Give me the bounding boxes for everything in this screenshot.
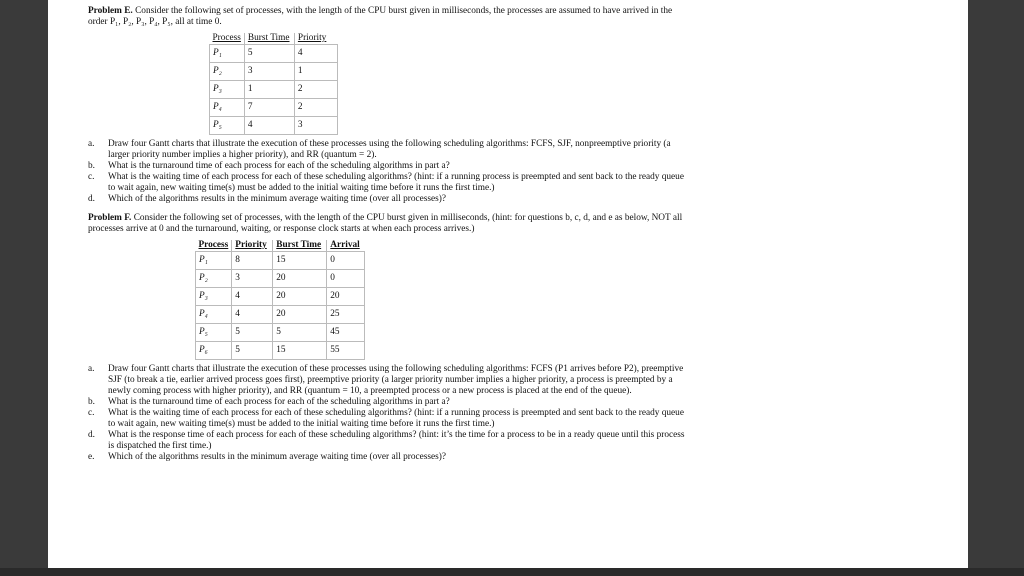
header-process: Process [198,240,229,250]
question-item [88,172,688,194]
arrival-cell: 0 [327,270,365,288]
burst-cell: 5 [244,45,294,63]
burst-cell: 5 [273,324,327,342]
arrival-cell: 0 [327,252,365,270]
table-row [210,81,338,99]
problem-e-questions [88,139,688,205]
header-arrival: Arrival [327,240,365,252]
priority-cell: 5 [232,324,273,342]
question-label: b. [88,397,95,407]
priority-cell: 1 [294,63,337,81]
question-text: What is the waiting time of each process for each of these scheduling algorithms? (hint: if a running process is preempted and sent back to the ready queue to wait again, new waiting time(s) must be added to the initial waiting time before it runs the first time.) [108,172,684,193]
priority-cell: 2 [294,81,337,99]
problem-e-intro-text: Consider the following set of processes, with the length of the CPU burst given in milliseconds, the processes are assumed to have arrived in the order P₁, P₂, P₃, P₄, P₅, all at time 0. [88,6,673,27]
burst-cell: 20 [273,270,327,288]
process-cell: P₃ [213,84,222,94]
question-label: d. [88,194,95,204]
priority-cell: 4 [232,306,273,324]
process-cell: P₄ [199,309,208,319]
problem-e-intro [88,6,688,28]
question-item [88,139,688,161]
table-row [196,342,365,360]
priority-cell: 4 [232,288,273,306]
header-burst-time: Burst Time [273,240,327,252]
viewer-bottom-bar [0,568,1024,576]
header-priority: Priority [232,240,273,252]
question-text: What is the turnaround time of each process for each of the scheduling algorithms in part a? [108,397,450,407]
question-item [88,408,688,430]
table-row [196,270,365,288]
question-text: Which of the algorithms results in the minimum average waiting time (over all processes)? [108,452,446,462]
table-row [210,45,338,63]
question-label: c. [88,408,95,418]
header-burst-time: Burst Time [244,33,294,45]
burst-cell: 20 [273,288,327,306]
burst-cell: 3 [244,63,294,81]
table-header-row [210,33,338,45]
header-priority: Priority [294,33,337,45]
process-cell: P₆ [199,345,208,355]
question-label: d. [88,430,95,440]
priority-cell: 5 [232,342,273,360]
problem-e-title: Problem E. [88,6,133,16]
arrival-cell: 20 [327,288,365,306]
problem-f-table [195,240,365,360]
process-cell: P₁ [199,255,208,265]
table-row [196,306,365,324]
arrival-cell: 55 [327,342,365,360]
question-text: Which of the algorithms results in the minimum average waiting time (over all processes)? [108,194,446,204]
priority-cell: 3 [294,117,337,135]
problem-e-table [209,33,338,135]
table-row [196,252,365,270]
header-process: Process [212,33,241,43]
question-text: Draw four Gantt charts that illustrate the execution of these processes using the following scheduling algorithms: FCFS (P1 arrives before P2), preemptive SJF (to break a tie, earlier arrived process goes first), preemptive priority (a larger priority number implies a higher priority, a process is preempted by a newly coming process with higher priority), and RR (quantum = 10, a preempted process or a new process is placed at the end of the queue). [108,364,684,396]
burst-cell: 15 [273,252,327,270]
arrival-cell: 45 [327,324,365,342]
document-page [48,0,968,568]
question-label: c. [88,172,95,182]
burst-cell: 1 [244,81,294,99]
question-label: e. [88,452,95,462]
question-item [88,430,688,452]
problem-f-questions [88,364,688,463]
process-cell: P₂ [213,66,222,76]
question-text: What is the turnaround time of each process for each of the scheduling algorithms in part a? [108,161,450,171]
process-cell: P₃ [199,291,208,301]
question-item [88,161,688,172]
table-header-row [196,240,365,252]
process-cell: P₅ [213,120,222,130]
process-cell: P₂ [199,273,208,283]
question-text: What is the waiting time of each process for each of these scheduling algorithms? (hint: if a running process is preempted and sent back to the ready queue to wait again, new waiting time(s) must be added to the initial waiting time before it runs the first time.) [108,408,684,429]
priority-cell: 4 [294,45,337,63]
arrival-cell: 25 [327,306,365,324]
problem-f-title: Problem F. [88,213,132,223]
process-cell: P₁ [213,48,222,58]
process-cell: P₅ [199,327,208,337]
priority-cell: 3 [232,270,273,288]
process-cell: P₄ [213,102,222,112]
table-row [210,117,338,135]
question-item [88,364,688,397]
problem-f-intro [88,213,688,235]
table-row [210,63,338,81]
question-item [88,452,688,463]
question-item [88,194,688,205]
burst-cell: 15 [273,342,327,360]
table-row [196,324,365,342]
table-row [210,99,338,117]
table-row [196,288,365,306]
problem-f-intro-text: Consider the following set of processes, with the length of the CPU burst given in milliseconds, (hint: for questions b, c, d, and e as below, NOT all processes arrive at 0 and the turnaround, waiting, or response clock starts at when each process arrives.) [88,213,683,234]
question-text: Draw four Gantt charts that illustrate the execution of these processes using the following scheduling algorithms: FCFS, SJF, nonpreemptive priority (a larger priority number implies a higher priority), and RR (quantum = 2). [108,139,671,160]
question-label: a. [88,139,95,149]
burst-cell: 4 [244,117,294,135]
burst-cell: 20 [273,306,327,324]
question-text: What is the response time of each process for each of these scheduling algorithms? (hint: it’s the time for a process to be in a ready queue until this process is dispatched the first time.) [108,430,685,451]
burst-cell: 7 [244,99,294,117]
question-label: b. [88,161,95,171]
question-item [88,397,688,408]
priority-cell: 2 [294,99,337,117]
question-label: a. [88,364,95,374]
priority-cell: 8 [232,252,273,270]
document-content [88,6,688,463]
